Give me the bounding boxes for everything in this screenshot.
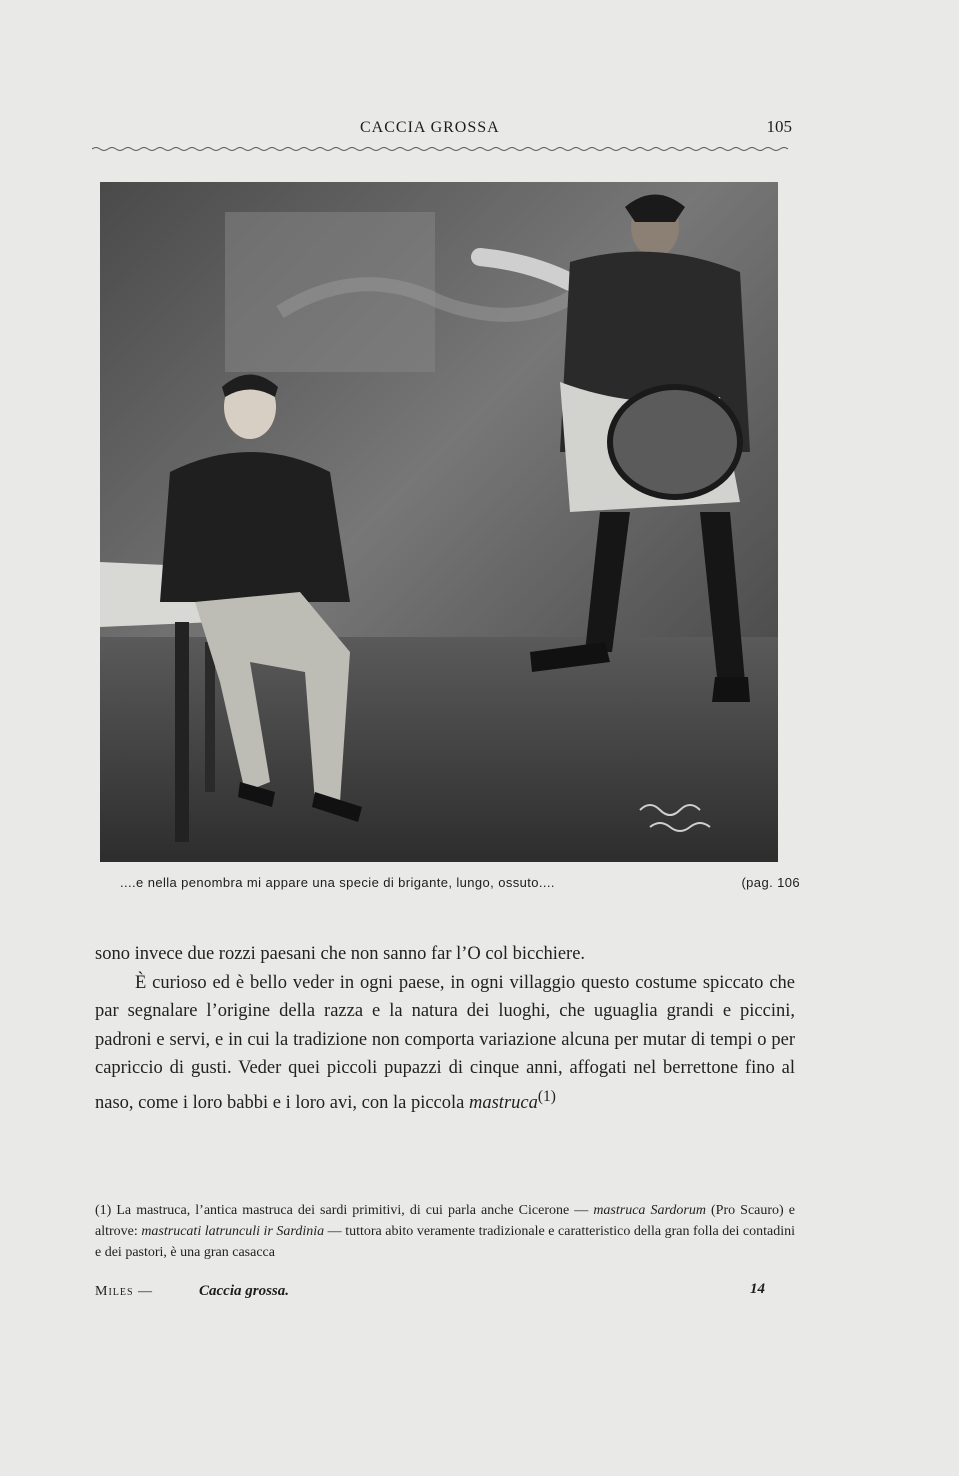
caption-page-ref: (pag. 106 <box>741 875 800 890</box>
page-number: 105 <box>766 117 792 136</box>
signature-line <box>95 1281 765 1304</box>
illustration-plate <box>100 182 778 862</box>
footnote-text-2: (Pro Scauro) e altrove: <box>95 1203 795 1239</box>
body-text <box>95 940 795 1117</box>
paragraph-1: sono invece due rozzi paesani che non sanno far l’O col bicchiere. <box>95 944 586 964</box>
header-rule <box>92 146 792 152</box>
footnote <box>95 1200 795 1263</box>
footnote-number: (1) <box>95 1203 112 1218</box>
signature-title: Caccia grossa. <box>199 1283 289 1299</box>
illustration-image <box>100 182 778 862</box>
italic-term: mastruca <box>469 1092 538 1113</box>
footnote-marker: (1) <box>537 1087 556 1105</box>
footnote-text-3: — tuttora abito veramente tradizionale e caratteristico della gran folla dei contadini e dei pastori, è una gran casacca <box>95 1224 796 1260</box>
caption-text: ....e nella penombra mi appare una specie di brigante, lungo, ossuto.... <box>120 875 555 890</box>
paragraph-2 <box>95 969 795 1118</box>
footnote-italic-1: mastruca Sardorum <box>593 1203 706 1218</box>
running-title: CACCIA GROSSA <box>360 119 500 136</box>
signature-author: Miles — <box>95 1284 154 1299</box>
footnote-text-1: La mastruca, l’antica mastruca dei sardi primitivi, di cui parla anche Cicerone — <box>111 1203 594 1218</box>
footnote-italic-2: mastrucati latrunculi ir Sardinia <box>141 1224 325 1239</box>
paragraph-2-text: È curioso ed è bello veder in ogni paese, in ogni villaggio questo costume spiccato che par segnalare l’origine della razza e la natura dei luoghi, che uguaglia grandi e piccini, padroni e servi, e in cui la tradizione non comporta variazione alcuna per mutar di tempi o per capriccio di gusti. Veder quei piccoli pupazzi di cinque anni, affogati nel berrettone fino al naso, come i loro babbi e i loro avi, con la piccola <box>95 972 795 1113</box>
signature-sheet-number: 14 <box>750 1281 765 1297</box>
running-head <box>92 115 792 145</box>
